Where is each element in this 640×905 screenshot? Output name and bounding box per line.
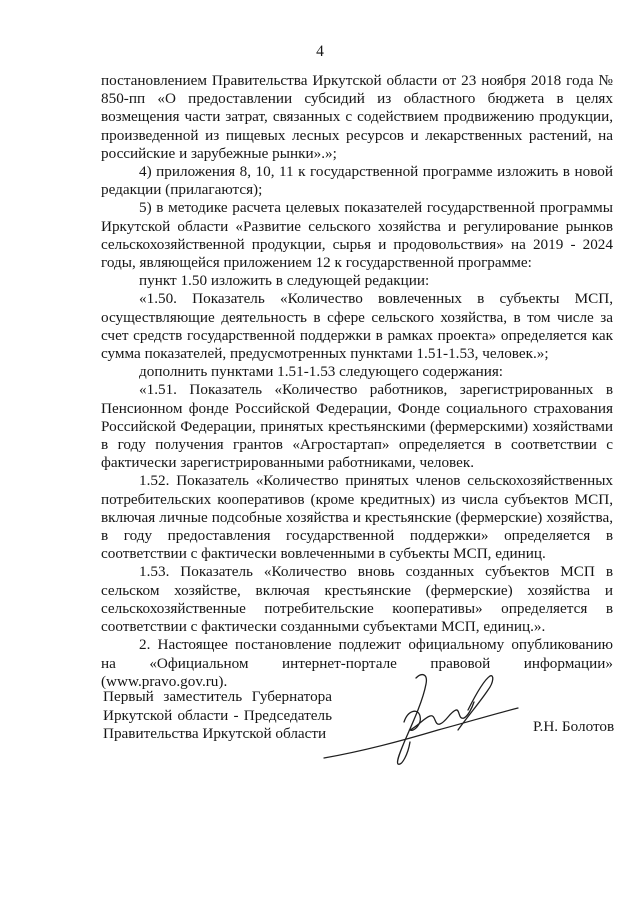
signer-position [103,688,353,744]
paragraph-7: «1.51. Показатель «Количество работников, зарегистрированных в Пенсионном фонде Российской Федерации, Фонде социального страхования Российской Федерации, принятых крестьянскими (фермерскими) хозяйствами в году получения грантов «Агростартап» определяется в соответствии с фактически зарегистрированными работниками, человек. [101,381,613,472]
paragraph-9: 1.53. Показатель «Количество вновь созданных субъектов МСП в сельском хозяйстве, включая крестьянские (фермерские) хозяйства и сельскохозяйственные потребительские кооперативы» определяется в соответствии с фактически созданными субъектами МСП, единиц.». [101,563,613,636]
document-body [101,72,613,691]
paragraph-8: 1.52. Показатель «Количество принятых членов сельскохозяйственных потребительских кооперативов (кроме кредитных) из числа субъектов МСП, включая личные подсобные хозяйства и крестьянские (фермерские) хозяйства, в году предоставления государственной поддержки» определяется в соответствии с фактически вовлеченными в субъекты МСП, единиц. [101,472,613,563]
signer-name: Р.Н. Болотов [533,718,615,735]
paragraph-6: дополнить пунктами 1.51-1.53 следующего содержания: [139,363,504,381]
signer-position-line-1: Первый заместитель Губернатора [103,688,332,705]
paragraph-2: 4) приложения 8, 10, 11 к государственной программе изложить в новой редакции (прилагаются); [101,163,613,199]
paragraph-3: 5) в методике расчета целевых показателей государственной программы Иркутской области «Развитие сельского хозяйства и регулирование рынков сельскохозяйственной продукции, сырья и продовольствия» на 2019 - 2024 годы, являющейся приложением 12 к государственной программе: [101,199,613,272]
signer-position-line-2: Иркутской области - Председатель [103,706,332,724]
paragraph-1: постановлением Правительства Иркутской области от 23 ноября 2018 года № 850-пп «О предоставлении субсидий из областного бюджета в целях возмещения части затрат, связанных с содействием продвижению продукции, произведенной из пищевых лесных ресурсов и лекарственных растений, на российские и зарубежные рынки».»; [101,72,613,162]
paragraph-5: «1.50. Показатель «Количество вовлеченных в субъекты МСП, осуществляющие деятельность в сфере сельского хозяйства, в том числе за счет средств государственной поддержки в рамках проекта» определяется как сумма показателей, предусмотренных пунктами 1.51-1.53, человек.»; [101,290,613,363]
handwritten-signature [318,672,528,772]
page-number: 4 [316,43,324,60]
paragraph-4: пункт 1.50 изложить в следующей редакции: [139,272,430,290]
paragraph-10: 2. Настоящее постановление подлежит официальному опубликованию на «Официальном интернет-портале правовой информации» (www.pravo.gov.ru). [101,636,613,690]
signer-position-line-3: Правительства Иркутской области [103,725,327,743]
